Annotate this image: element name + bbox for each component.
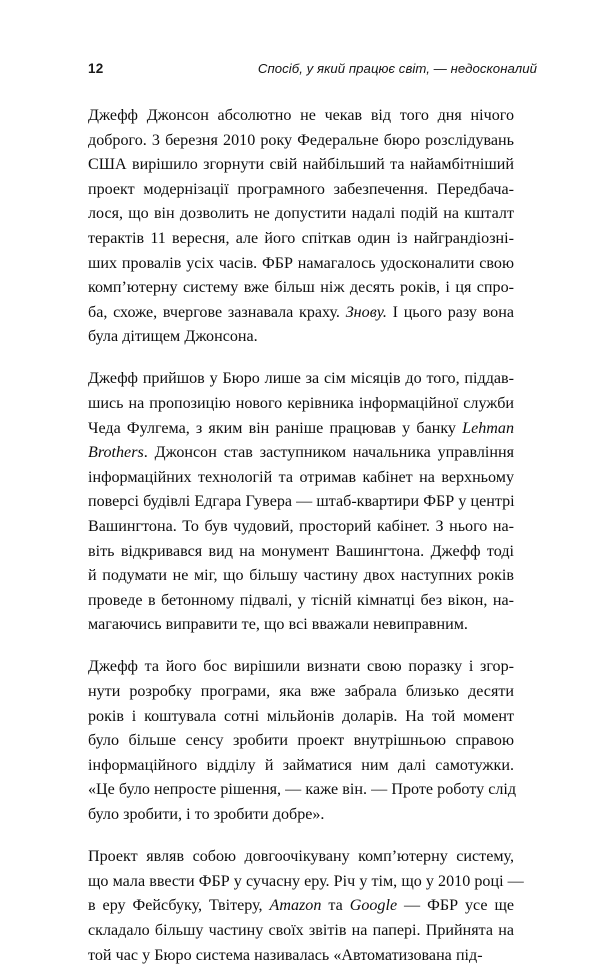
text-line (88, 845, 514, 870)
page-header (88, 62, 537, 82)
text-line (88, 417, 514, 442)
text-run: було більше сенсу зробити проект внутрішньою справою (88, 732, 514, 749)
text-line (88, 129, 514, 154)
text-line (88, 944, 514, 968)
text-line (88, 803, 514, 828)
text-line (88, 301, 514, 326)
text-line (88, 104, 514, 129)
text-line (88, 613, 514, 638)
italic-run: Знову. (346, 304, 387, 321)
text-line (88, 919, 514, 944)
text-run: було зробити, і то зробити добре». (88, 806, 324, 823)
text-line (88, 894, 514, 919)
text-run: Джефф прийшов у Бюро лише за сім місяців до того, піддав- (88, 370, 514, 387)
text-run: доброго. 3 березня 2010 року Федеральне бюро розслідувань (88, 132, 514, 149)
italic-run: Lehman (462, 420, 514, 437)
text-run: проведе в бетонному підвалі, у тісній кімнатці без вікон, на- (88, 592, 514, 609)
text-line (88, 392, 514, 417)
text-run: магаючись виправити те, що всі вважали невиправним. (88, 616, 468, 633)
paragraph (88, 104, 514, 350)
paragraph (88, 845, 514, 968)
text-line (88, 655, 514, 680)
text-run: . Джонсон став заступником начальника управління (144, 444, 514, 461)
text-run: І цього разу вона (387, 304, 514, 321)
text-run: комп’ютерну систему вже більш ніж десять років, і ця спро- (88, 279, 514, 296)
text-run: той час у Бюро система називалась «Автоматизована під- (88, 947, 483, 964)
italic-run: Amazon (270, 897, 322, 914)
text-run: що мала ввести ФБР у сучасну еру. Річ у тім, що у 2010 році — (88, 873, 524, 890)
text-run: була дітищем Джонсона. (88, 328, 258, 345)
text-run: проект модернізації програмного забезпечення. Передбача- (88, 181, 514, 198)
text-run: «Це було непросте рішення, — каже він. — Проте роботу слід (88, 781, 516, 798)
text-line (88, 490, 514, 515)
text-line (88, 466, 514, 491)
body-text-block (88, 104, 514, 968)
text-run: Вашингтона. То був чудовий, просторий кабінет. З нього на- (88, 518, 514, 535)
text-line (88, 564, 514, 589)
text-line (88, 153, 514, 178)
text-run: інформаційних технологій та отримав кабінет на верхньому (88, 469, 514, 486)
text-line (88, 178, 514, 203)
text-run: шись на пропозицію нового керівника інформаційної служби (88, 395, 514, 412)
text-line (88, 325, 514, 350)
text-line (88, 754, 514, 779)
italic-run: Google (350, 897, 397, 914)
text-line (88, 227, 514, 252)
text-run: Чеда Фулгема, з яким він раніше працював у банку (88, 420, 462, 437)
paragraph (88, 367, 514, 638)
text-run: — ФБР усе ще (397, 897, 514, 914)
text-run: й подумати не міг, що більшу частину двох наступних років (88, 567, 514, 584)
text-line (88, 367, 514, 392)
running-head: Спосіб, у який працює світ, — недосконалий (103, 62, 537, 75)
text-run: віть відкривався вид на монумент Вашингтона. Джефф тоді (88, 543, 514, 560)
text-run: в еру Фейсбуку, Твітеру, (88, 897, 270, 914)
text-line (88, 705, 514, 730)
paragraph (88, 655, 514, 827)
text-line (88, 441, 514, 466)
text-line (88, 778, 514, 803)
text-run: терактів 11 вересня, але його спіткав один із найграндіозні- (88, 230, 514, 247)
text-line (88, 515, 514, 540)
text-line (88, 540, 514, 565)
text-run: ших провалів усіх часів. ФБР намагалось удосконалити свою (88, 255, 514, 272)
text-run: Проект являв собою довгоочікувану комп’ютерну систему, (88, 848, 514, 865)
page-number: 12 (88, 62, 103, 76)
text-run: складало більшу частину своїх звітів на папері. Прийнята на (88, 922, 514, 939)
text-run: та (321, 897, 349, 914)
text-line (88, 729, 514, 754)
text-run: ба, схоже, вчергове зазнавала краху. (88, 304, 346, 321)
text-run: Джефф та його бос вирішили визнати свою поразку і згор- (88, 658, 514, 675)
text-line (88, 202, 514, 227)
text-run: років і коштувала сотні мільйонів доларів. На той момент (88, 708, 514, 725)
text-line (88, 680, 514, 705)
text-run: інформаційного відділу й займатися ним далі самотужки. (88, 757, 514, 774)
text-line (88, 589, 514, 614)
text-run: лося, що він дозволить не допустити надалі подій на кшталт (88, 205, 514, 222)
text-run: США вирішило згорнути свій найбільший та найамбітніший (88, 156, 514, 173)
text-run: Джефф Джонсон абсолютно не чекав від того дня нічого (88, 107, 514, 124)
text-run: нути розробку програми, яка вже забрала близько десяти (88, 683, 514, 700)
text-run: поверсі будівлі Едгара Гувера — штаб-квартири ФБР у центрі (88, 493, 515, 510)
text-line (88, 870, 514, 895)
text-line (88, 276, 514, 301)
text-line (88, 252, 514, 277)
italic-run: Brothers (88, 444, 144, 461)
